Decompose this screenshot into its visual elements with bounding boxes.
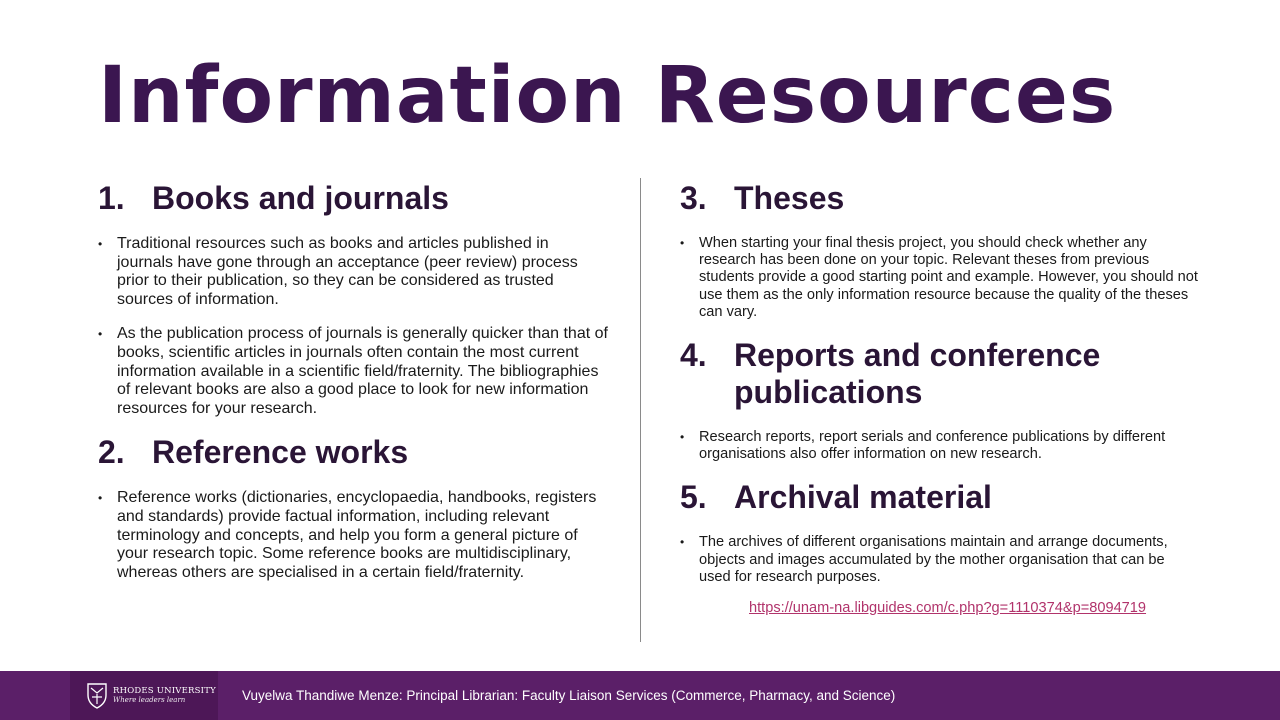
section-title: Archival material	[734, 479, 992, 516]
section-heading	[98, 180, 608, 217]
logo-tagline: Where leaders learn	[113, 696, 186, 705]
section-heading	[98, 434, 608, 471]
bullet-item: • As the publication process of journals is generally quicker than that of books, scientific articles in journals often contain the most current information available in a scientific field/fraternity. The bibliographies of relevant books are also a good place to look for new information resources for your research.	[98, 325, 608, 418]
left-column	[98, 180, 608, 582]
section-heading	[680, 337, 1200, 411]
slide-title: Information Resources	[98, 51, 1117, 141]
right-column	[680, 180, 1200, 616]
bullet-item: • The archives of different organisations maintain and arrange documents, objects and images accumulated by the mother organisation that can be used for research purposes.	[680, 534, 1200, 586]
section-theses	[680, 180, 1200, 321]
bullet-item: • Research reports, report serials and conference publications by different organisations also offer information on new research.	[680, 429, 1200, 463]
section-books-journals	[98, 180, 608, 418]
section-reference-works	[98, 434, 608, 582]
section-number: 3.	[680, 180, 707, 216]
bullet-item: • When starting your final thesis project, you should check whether any research has been done on your topic. Relevant theses from previous students provide a good starting point and example. However, you should not use them as the only information resource because the quality of the theses can vary.	[680, 235, 1200, 321]
column-divider	[640, 178, 641, 642]
bullet-list	[98, 489, 608, 582]
presenter-credit: Vuyelwa Thandiwe Menze: Principal Librarian: Faculty Liaison Services (Commerce, Pharmacy, and Science)	[242, 688, 896, 703]
section-title: Reports and conference publications	[734, 337, 1101, 411]
section-title: Reference works	[152, 434, 409, 471]
section-reports	[680, 337, 1200, 463]
bullet-item: • Reference works (dictionaries, encyclopaedia, handbooks, registers and standards) provide factual information, including relevant terminology and concepts, and help you form a general picture of your research topic. Some reference books are multidisciplinary, whereas others are specialised in a certain field/fraternity.	[98, 489, 608, 582]
section-number: 5.	[680, 479, 707, 516]
bullet-list	[680, 534, 1200, 586]
section-heading	[680, 180, 1200, 217]
bullet-list	[680, 235, 1200, 321]
footer-bar	[0, 671, 1280, 720]
crest-icon	[87, 683, 107, 709]
logo-text	[113, 687, 216, 705]
section-title: Theses	[734, 180, 845, 216]
section-archival	[680, 479, 1200, 586]
university-logo	[70, 671, 218, 720]
bullet-list	[98, 235, 608, 418]
section-title: Books and journals	[152, 180, 449, 216]
section-number: 2.	[98, 434, 125, 471]
libguides-link[interactable]: https://unam-na.libguides.com/c.php?g=1110374&p=8094719	[749, 600, 1147, 617]
bullet-list	[680, 429, 1200, 463]
logo-name: RHODES UNIVERSITY	[113, 685, 216, 696]
bullet-item: • Traditional resources such as books and articles published in journals have gone through an acceptance (peer review) process prior to their publication, so they can be considered as trusted sources of information.	[98, 235, 608, 309]
section-number: 1.	[98, 180, 125, 216]
section-heading	[680, 479, 1200, 516]
section-number: 4.	[680, 337, 707, 374]
